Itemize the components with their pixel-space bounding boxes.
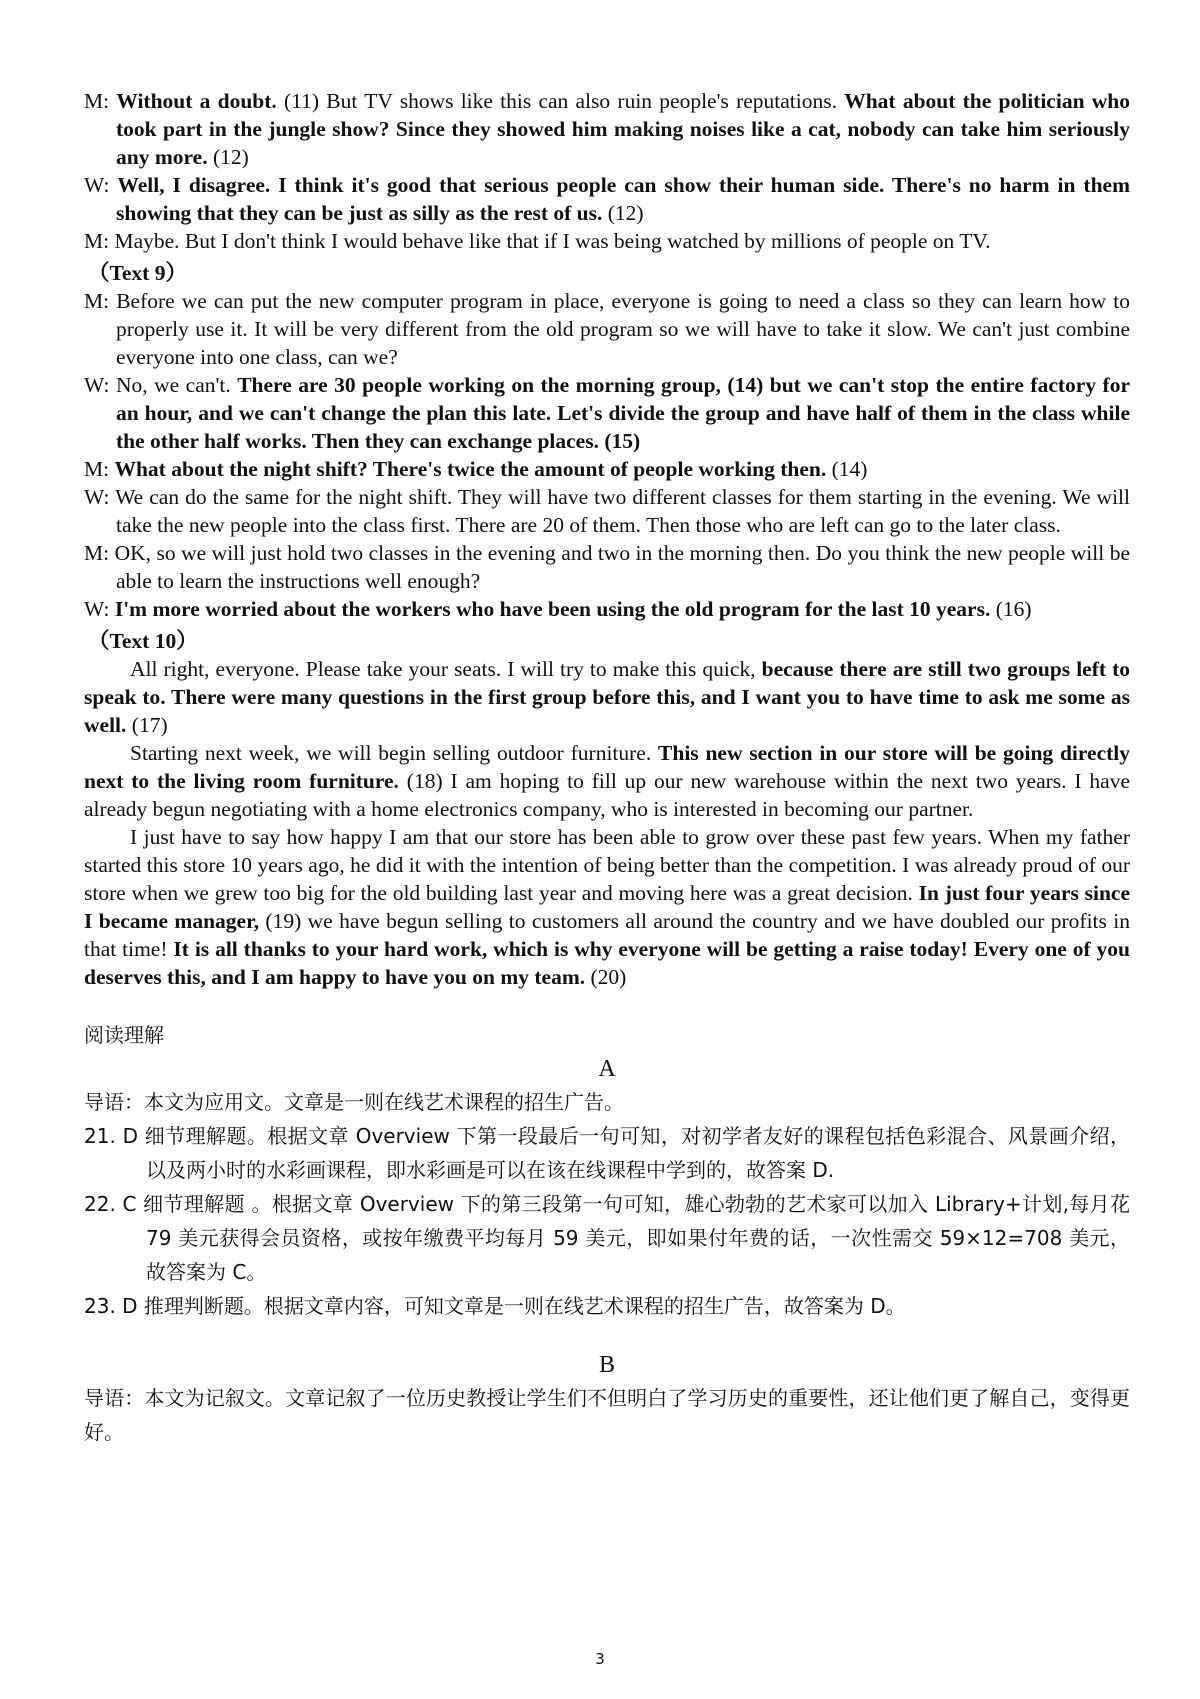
part-a-heading: A [598,1056,616,1082]
bold-answer-text: In just four years since I became manager, [84,881,1130,933]
speaker-label: W: [84,173,110,197]
monologue-paragraph [84,655,1130,739]
dialogue-text: OK, so we will just hold two classes in the evening and two in the morning then. Do you think the new people will be able to learn the instructions well enough? [114,541,1130,593]
bold-answer-text: I'm more worried about the workers who have been using the old program for the last 10 years. [114,597,991,621]
bold-answer-text: It is all thanks to your hard work, which is why everyone will be getting a raise today! Every one of you deserves this, and I am happy to have you on my team. [84,937,1130,989]
speaker-label: M: [84,289,110,313]
dialogue-block-text8 [84,87,1130,255]
dialogue-text: (11) But TV shows like this can also ruin people's reputations. [276,89,845,113]
bold-answer-text: There are 30 people working on the morning group, (14) but we can't stop the entire factory for an hour, and we can't change the plan this late. Let's divide the group and have half of them in the class while the other half works. Then they can exchange places. (15) [116,373,1131,453]
speaker-label: W: [84,597,110,621]
dialogue-turn [84,227,1130,255]
dialogue-text: We can do the same for the night shift. They will have two different classes for them starting in the evening. We will take the new people into the class first. There are 20 of them. Then those who are left can go to the later class. [115,485,1130,537]
monologue-text: Starting next week, we will begin selling outdoor furniture. [130,741,659,765]
monologue-paragraph [84,739,1130,823]
monologue-text: (18) I am hoping to fill up our new warehouse within the next two years. I have already begun negotiating with a home electronics company, who is interested in becoming our partner. [84,769,1130,821]
monologue-paragraph [84,823,1130,991]
answer-23: 23. D 推理判断题。根据文章内容，可知文章是一则在线艺术课程的招生广告，故答案为 D。 [84,1294,906,1318]
speaker-label: M: [84,89,110,113]
dialogue-turn [84,595,1130,623]
bold-answer-text: What about the politician who took part in the jungle show? Since they showed him making noises like a cat, nobody can take him seriously any more. [116,89,1131,169]
dialogue-turn [84,483,1130,539]
monologue-text: (20) [585,965,627,989]
part-b-intro: 导语：本文为记叙文。文章记叙了一位历史教授让学生们不但明白了学习历史的重要性，还让他们更了解自己，变得更好。 [84,1386,1130,1444]
part-b-heading: B [598,1352,615,1378]
bold-answer-text: What about the night shift? There's twice the amount of people working then. [114,457,827,481]
text9-heading: （Text 9） [88,261,187,285]
bold-answer-text: Without a doubt. [116,89,277,113]
dialogue-turn [84,287,1130,371]
monologue-text: (17) [126,713,168,737]
part-a-intro: 导语：本文为应用文。文章是一则在线艺术课程的招生广告。 [84,1090,624,1114]
speaker-label: W: [84,485,110,509]
dialogue-turn [84,371,1130,455]
monologue-text: All right, everyone. Please take your seats. I will try to make this quick, [130,657,762,681]
monologue-text: (19) we have begun selling to customers all around the country and we have doubled our profits in that time! [84,909,1131,961]
bold-answer-text: Well, I disagree. I think it's good that serious people can show their human side. There's no harm in them showing that they can be just as silly as the rest of us. [116,173,1130,225]
reading-section-heading: 阅读理解 [84,1023,164,1047]
dialogue-turn [84,171,1130,227]
answer-21: 21. D 细节理解题。根据文章 Overview 下第一段最后一句可知，对初学者友好的课程包括色彩混合、风景画介绍，以及两小时的水彩画课程，即水彩画是可以在该在线课程中学到的，故答案 D. [84,1124,1130,1182]
bold-answer-text: This new section in our store will be going directly next to the living room furniture. [84,741,1131,793]
dialogue-text: (14) [826,457,868,481]
monologue-block-text10 [84,655,1130,991]
dialogue-text: Before we can put the new computer program in place, everyone is going to need a class so they can learn how to properly use it. It will be very different from the old program so we will have to take it slow. We can't just combine everyone into one class, can we? [116,289,1130,369]
monologue-text: I just have to say how happy I am that our store has been able to grow over these past few years. When my father started this store 10 years ago, he did it with the intention of being better than the competition. I was already proud of our store when we grew too big for the old building last year and moving here was a great decision. [84,825,1130,905]
dialogue-turn [84,87,1130,171]
text10-heading: （Text 10） [88,629,198,653]
dialogue-block-text9 [84,287,1130,623]
speaker-label: M: [84,541,110,565]
dialogue-text: (12) [207,145,249,169]
page-number: 3 [595,1650,605,1668]
dialogue-text: (16) [990,597,1032,621]
dialogue-text: Maybe. But I don't think I would behave like that if I was being watched by millions of people on TV. [114,229,991,253]
bold-answer-text: because there are still two groups left to speak to. There were many questions in the first group before this, and I want you to have time to ask me some as well. [84,657,1131,737]
answer-22: 22. C 细节理解题 。根据文章 Overview 下的第三段第一句可知，雄心勃勃的艺术家可以加入 Library+计划,每月花 79 美元获得会员资格，或按年缴费平均每月 59 美元，即如果付年费的话，一次性需交 59×12=708 美元，故答案为 C。 [84,1192,1130,1284]
dialogue-turn [84,455,1130,483]
speaker-label: M: [84,457,110,481]
dialogue-text: No, we can't. [115,373,238,397]
page-content [84,87,1130,1449]
speaker-label: M: [84,229,110,253]
dialogue-turn [84,539,1130,595]
dialogue-text: (12) [602,201,644,225]
speaker-label: W: [84,373,110,397]
